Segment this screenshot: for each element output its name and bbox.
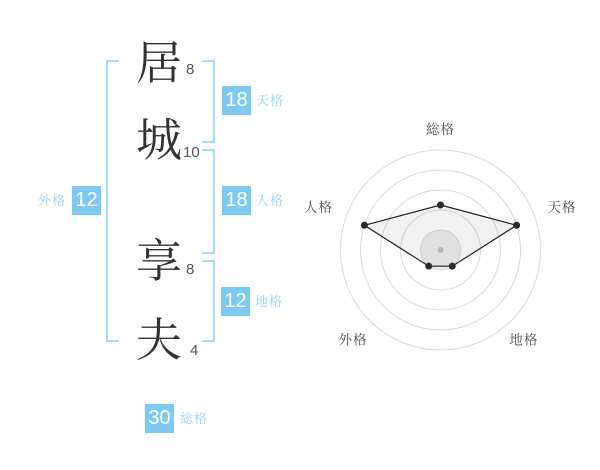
stroke-count: 8 bbox=[186, 261, 195, 278]
jinkaku-label: 人格 bbox=[256, 193, 285, 208]
radar-data-point bbox=[361, 222, 368, 229]
gaikaku-bracket bbox=[106, 60, 119, 342]
soukaku-label: 総格 bbox=[180, 411, 209, 426]
soukaku-value-badge: 30 bbox=[145, 404, 174, 433]
fortune-radar-chart bbox=[298, 108, 590, 360]
tenkaku-bracket bbox=[202, 60, 215, 143]
jinkaku-bracket bbox=[202, 149, 215, 254]
radar-axis-label: 外格 bbox=[338, 332, 368, 348]
stroke-count: 8 bbox=[186, 61, 195, 78]
name-character: 享 bbox=[136, 235, 182, 287]
chikaku-bracket bbox=[202, 260, 215, 342]
radar-axis-label: 地格 bbox=[509, 332, 539, 348]
tenkaku-label: 天格 bbox=[256, 93, 285, 108]
radar-data-point bbox=[437, 202, 444, 209]
name-character: 居 bbox=[136, 37, 182, 89]
tenkaku-value-badge: 18 bbox=[222, 86, 251, 115]
chikaku-label: 地格 bbox=[255, 294, 284, 309]
gaikaku-label: 外格 bbox=[38, 193, 67, 208]
stroke-count: 10 bbox=[183, 144, 200, 161]
radar-axis-label: 人格 bbox=[304, 200, 333, 215]
radar-data-point bbox=[513, 222, 520, 229]
name-character: 夫 bbox=[136, 314, 182, 366]
radar-center-dot bbox=[438, 247, 444, 253]
radar-data-point bbox=[425, 263, 432, 270]
radar-axis-label: 天格 bbox=[547, 200, 577, 215]
chikaku-value-badge: 12 bbox=[221, 287, 250, 316]
name-character: 城 bbox=[136, 114, 182, 166]
radar-axis-label: 総格 bbox=[426, 122, 455, 137]
stroke-count: 4 bbox=[190, 342, 199, 359]
jinkaku-value-badge: 18 bbox=[222, 186, 251, 215]
radar-data-polygon bbox=[364, 205, 516, 266]
gaikaku-value-badge: 12 bbox=[72, 186, 101, 215]
radar-data-point bbox=[449, 263, 456, 270]
